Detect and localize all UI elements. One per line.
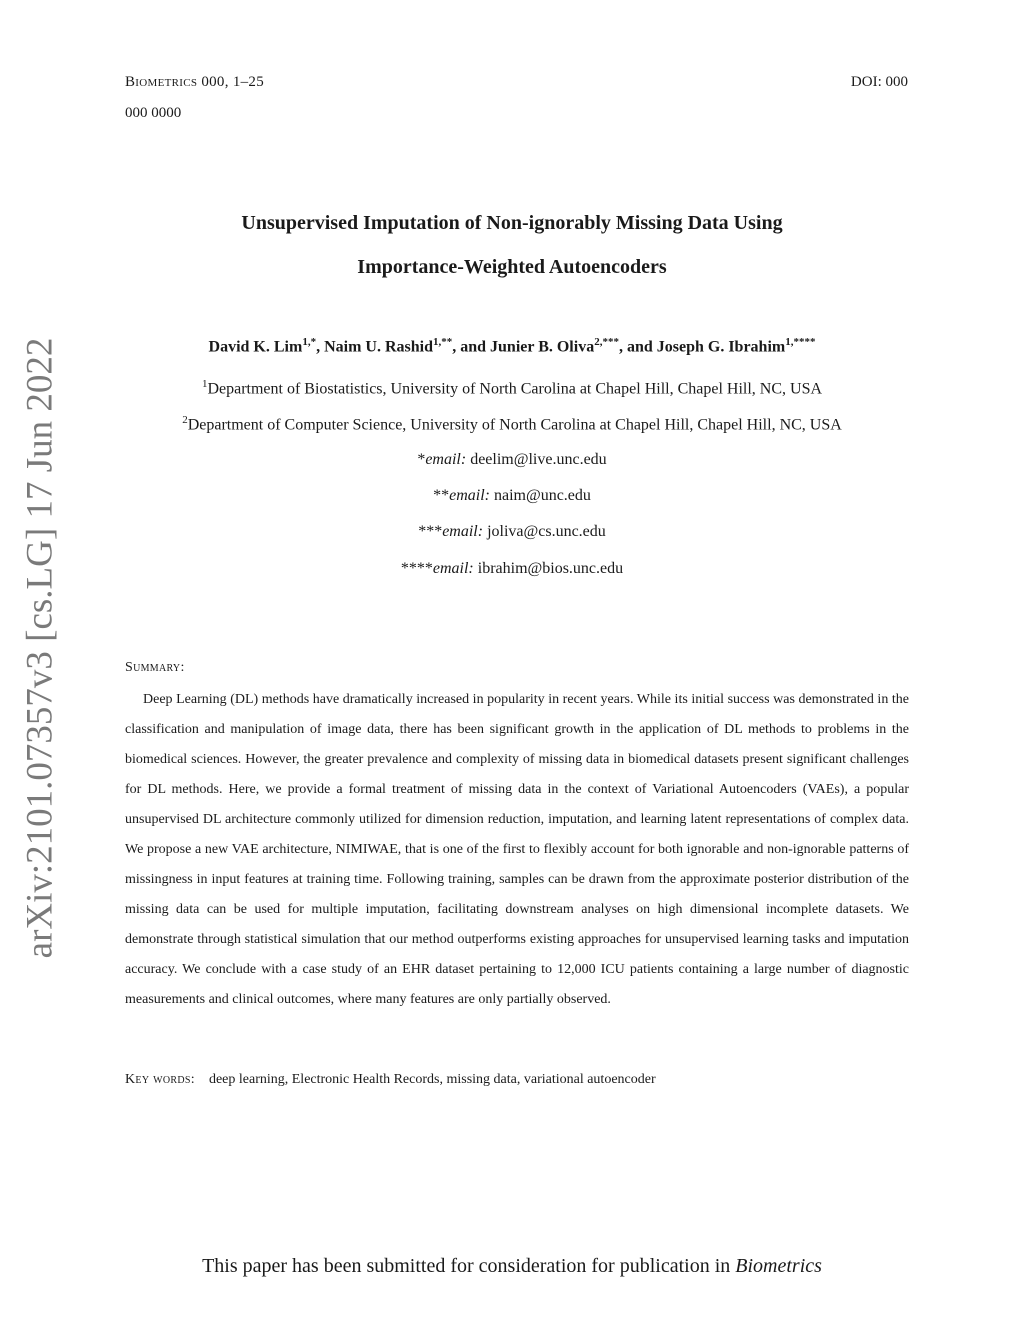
arxiv-stamp: arXiv:2101.07357v3 [cs.LG] 17 Jun 2022 — [19, 337, 61, 959]
email-label: email: — [425, 451, 467, 468]
email-line-3 — [0, 523, 1024, 541]
paper-title-line-2: Importance-Weighted Autoencoders — [357, 256, 667, 278]
author-affiliation-mark: 1,* — [302, 336, 317, 348]
author-name: David K. Lim — [208, 338, 303, 356]
email-address: joliva@cs.unc.edu — [487, 523, 606, 540]
author-list — [0, 336, 1024, 356]
email-mark: * — [417, 451, 426, 468]
author-affiliation-mark: 1,** — [432, 336, 453, 348]
email-mark: ** — [433, 487, 450, 504]
author-name: Junier B. Oliva — [490, 338, 595, 356]
email-line-1 — [0, 451, 1024, 469]
issn: 000 0000 — [125, 105, 182, 121]
summary-heading: Summary: — [125, 660, 185, 675]
summary-text: Deep Learning (DL) methods have dramatically increased in popularity in recent years. While its initial success was demonstrated in the classification and manipulation of image data, there has been significant growth in the application of DL methods to problems in the biomedical sciences. However, the greater prevalence and complexity of missing data in biomedical datasets present significant challenges for DL methods. Here, we provide a formal treatment of missing data in the context of Variational Autoencoders (VAEs), a popular unsupervised DL architecture commonly utilized for dimension reduction, imputation, and learning latent representations of complex data. We propose a new VAE architecture, NIMIWAE, that is one of the first to flexibly account for both ignorable and non-ignorable patterns of missingness in input features at training time. Following training, samples can be drawn from the approximate posterior distribution of the missing data can be used for multiple imputation, facilitating downstream analyses on high dimensional incomplete datasets. We demonstrate through statistical simulation that our method outperforms existing approaches for unsupervised learning tasks and imputation accuracy. We conclude with a case study of an EHR dataset pertaining to 12,000 ICU patients containing a large number of diagnostic measurements and clinical outcomes, where many features are only partially observed. — [125, 692, 909, 1007]
submission-note-text: This paper has been submitted for consideration for publication in — [202, 1255, 736, 1277]
email-address: deelim@live.unc.edu — [470, 451, 607, 468]
author-affiliation-mark: 2,*** — [594, 336, 619, 348]
submission-journal: Biometrics — [735, 1255, 822, 1277]
email-line-4 — [0, 560, 1024, 578]
email-label: email: — [432, 560, 474, 577]
email-line-2 — [0, 487, 1024, 505]
author-affiliation-mark: 1,**** — [785, 336, 816, 348]
paper-title-line-1: Unsupervised Imputation of Non-ignorably Missing Data Using — [241, 212, 783, 234]
email-mark: **** — [400, 560, 433, 577]
affiliation-number: 1 — [201, 378, 208, 390]
doi: DOI: 000 — [850, 74, 908, 90]
email-mark: *** — [418, 523, 443, 540]
email-address: ibrahim@bios.unc.edu — [477, 560, 624, 577]
email-label: email: — [449, 487, 490, 504]
keywords-label: Key words: — [125, 1072, 195, 1087]
email-address: naim@unc.edu — [493, 487, 591, 504]
author-separator: , and — [618, 338, 657, 356]
affiliation-1 — [0, 378, 1024, 398]
author-name: Naim U. Rashid — [324, 338, 433, 356]
author-separator: , — [316, 338, 325, 356]
journal-citation: Biometrics 000, 1–25 — [125, 74, 265, 90]
keywords-line — [125, 1072, 656, 1088]
submission-note — [0, 1255, 1024, 1278]
email-label: email: — [442, 523, 484, 540]
author-name: Joseph G. Ibrahim — [656, 338, 786, 356]
affiliation-text: Department of Computer Science, University of North Carolina at Chapel Hill, Chapel Hill, NC, USA — [187, 416, 842, 434]
affiliation-text: Department of Biostatistics, University of North Carolina at Chapel Hill, Chapel Hill, NC, USA — [207, 380, 823, 398]
affiliation-number: 2 — [182, 414, 188, 426]
affiliation-2 — [0, 414, 1024, 434]
author-separator: , and — [452, 338, 491, 356]
keywords-text: deep learning, Electronic Health Records, missing data, variational autoencoder — [208, 1072, 656, 1087]
